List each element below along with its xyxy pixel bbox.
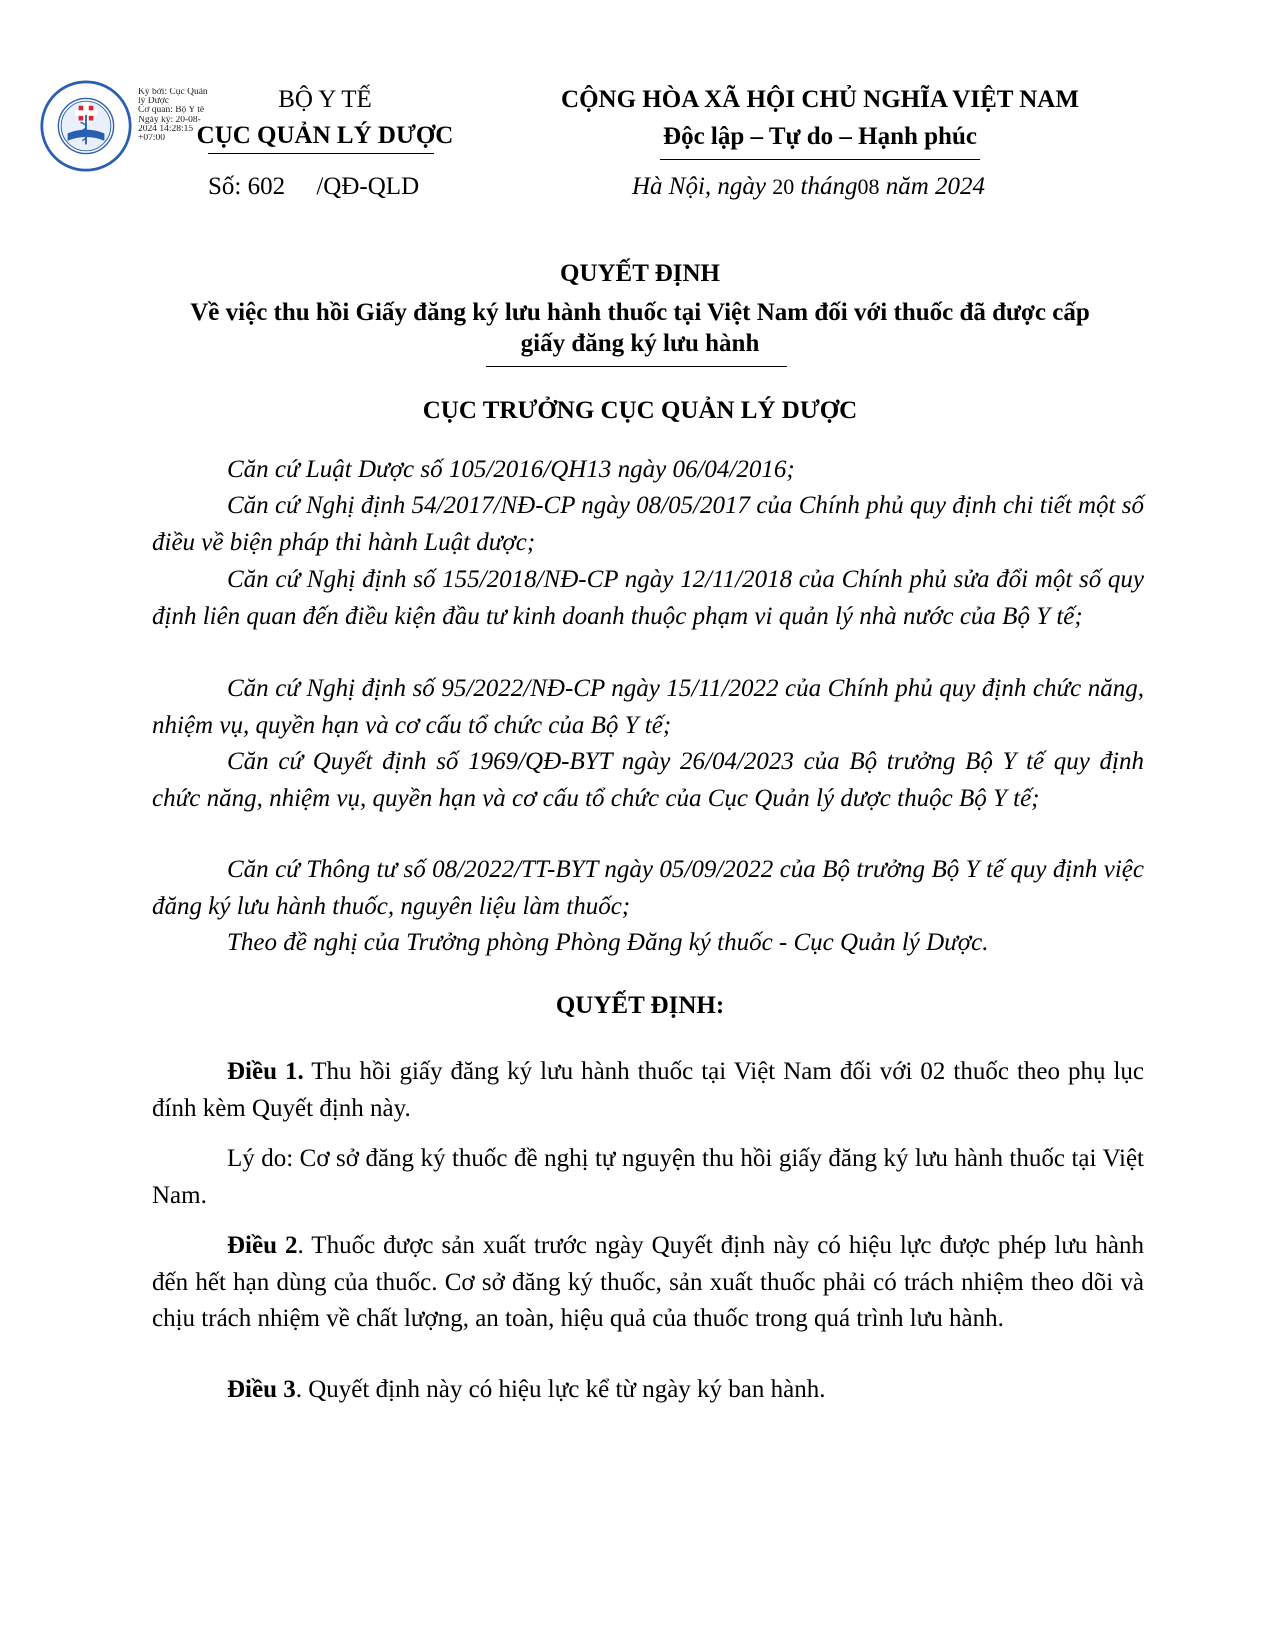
doc-number-prefix: Số: (208, 173, 242, 200)
date-year: năm 2024 (885, 173, 986, 200)
date-place: Hà Nội, ngày (632, 173, 767, 200)
preamble-item: Căn cứ Thông tư số 08/2022/TT-BYT ngày 05/09/2022 của Bộ trưởng Bộ Y tế quy định việc đăng ký lưu hành thuốc, nguyên liệu làm thuốc; (152, 856, 1144, 920)
article-3 (152, 1372, 1144, 1409)
preamble-item: Căn cứ Nghị định số 155/2018/NĐ-CP ngày 12/11/2018 của Chính phủ sửa đổi một số quy định liên quan đến điều kiện đầu tư kinh doanh thuộc phạm vi quản lý nhà nước của Bộ Y tế; (152, 566, 1144, 630)
article-1-label: Điều 1. (227, 1058, 304, 1085)
national-motto: Độc lập – Tự do – Hạnh phúc (663, 123, 977, 150)
date-month: 08 (857, 174, 880, 199)
signature-line: lý Dược (138, 97, 170, 107)
decision-heading: QUYẾT ĐỊNH: (555, 992, 725, 1019)
article-3-text: . Quyết định này có hiệu lực kể từ ngày ký ban hành. (295, 1376, 826, 1403)
article-3-label: Điều 3 (227, 1376, 296, 1403)
agency-seal-logo (40, 80, 132, 172)
signature-line: +07:00 (138, 134, 165, 144)
national-title: CỘNG HÒA XÃ HỘI CHỦ NGHĨA VIỆT NAM (561, 86, 1079, 113)
article-2 (152, 1228, 1144, 1338)
preamble-item: Căn cứ Quyết định số 1969/QĐ-BYT ngày 26/04/2023 của Bộ trưởng Bộ Y tế quy định chức năng, nhiệm vụ, quyền hạn và cơ cấu tổ chức của Cục Quản lý dược thuộc Bộ Y tế; (152, 748, 1144, 812)
preamble-item: Căn cứ Luật Dược số 105/2016/QH13 ngày 06/04/2016; (227, 456, 795, 483)
document-number (208, 172, 419, 202)
doc-number-value: 602 (247, 173, 286, 200)
doc-number-suffix: /QĐ-QLD (316, 173, 420, 200)
document-date (632, 172, 985, 202)
decision-subject-line-2: giấy đăng ký lưu hành (520, 330, 760, 357)
date-month-label: tháng (800, 173, 858, 200)
title-underline (486, 366, 787, 367)
article-2-label: Điều 2 (227, 1232, 298, 1259)
preamble-item: Căn cứ Nghị định 54/2017/NĐ-CP ngày 08/05/2017 của Chính phủ quy định chi tiết một số điều về biện pháp thi hành Luật dược; (152, 492, 1144, 556)
issuing-authority: CỤC TRƯỞNG CỤC QUẢN LÝ DƯỢC (422, 397, 858, 424)
motto-underline (660, 159, 980, 160)
decision-subject-line-1: Về việc thu hồi Giấy đăng ký lưu hành thuốc tại Việt Nam đối với thuốc đã được cấp (190, 299, 1090, 326)
signature-line: Ngày ký: 20-08- (138, 115, 201, 125)
article-1 (152, 1054, 1144, 1127)
signature-line: 2024 14:28:15 (138, 124, 194, 134)
date-day: 20 (772, 174, 795, 199)
agency-underline (208, 153, 434, 154)
preamble-item: Căn cứ Nghị định số 95/2022/NĐ-CP ngày 15/11/2022 của Chính phủ quy định chức năng, nhiệm vụ, quyền hạn và cơ cấu tổ chức của Bộ Y tế; (152, 675, 1144, 739)
ministry-name: BỘ Y TẾ (278, 86, 372, 113)
article-2-text: . Thuốc được sản xuất trước ngày Quyết định này có hiệu lực được phép lưu hành đến hết hạn dùng của thuốc. Cơ sở đăng ký thuốc, sản xuất thuốc phải có trách nhiệm theo dõi và chịu trách nhiệm về chất lượng, an toàn, hiệu quả của thuốc trong quá trình lưu hành. (152, 1232, 1144, 1332)
preamble-item: Theo đề nghị của Trưởng phòng Phòng Đăng ký thuốc - Cục Quản lý Dược. (227, 929, 989, 956)
article-1-reason: Lý do: Cơ sở đăng ký thuốc đề nghị tự nguyện thu hồi giấy đăng ký lưu hành thuốc tại Việt Nam. (152, 1145, 1144, 1209)
article-1-text: Thu hồi giấy đăng ký lưu hành thuốc tại Việt Nam đối với 02 thuốc theo phụ lục đính kèm Quyết định này. (152, 1058, 1145, 1122)
signature-line: Cơ quan: Bộ Y tế (138, 106, 205, 116)
signature-line: Ký bởi: Cục Quản (138, 88, 208, 97)
decision-title: QUYẾT ĐỊNH (560, 260, 720, 287)
agency-name: CỤC QUẢN LÝ DƯỢC (196, 122, 454, 149)
